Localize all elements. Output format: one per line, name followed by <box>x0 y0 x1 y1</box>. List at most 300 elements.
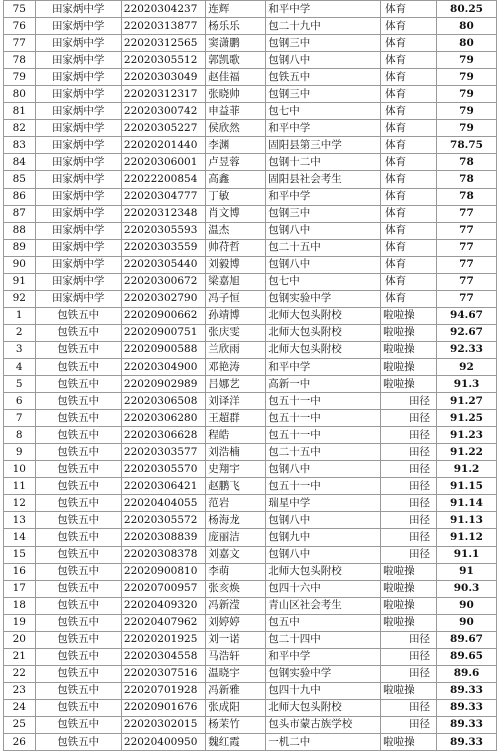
origin-school-cell: 北师大包头附校 <box>266 699 381 716</box>
score-cell: 78 <box>436 154 496 171</box>
school-cell: 田家炳中学 <box>35 239 121 256</box>
subject-cell: 体育 <box>381 18 437 35</box>
rank-cell: 88 <box>4 222 36 239</box>
subject-cell: 啦啦操 <box>381 597 437 614</box>
score-cell: 79 <box>436 120 496 137</box>
score-cell: 91.1 <box>436 546 496 563</box>
name-cell: 程皓 <box>206 427 266 444</box>
name-cell: 连辉 <box>206 1 266 18</box>
rank-cell: 22 <box>4 665 36 682</box>
subject-cell: 体育 <box>381 205 437 222</box>
origin-school-cell: 北师大包头附校 <box>266 563 381 580</box>
table-row <box>4 648 497 665</box>
name-cell: 冯子恒 <box>206 290 266 307</box>
rank-cell: 85 <box>4 171 36 188</box>
school-cell: 包铁五中 <box>35 563 121 580</box>
rank-cell: 1 <box>4 307 36 324</box>
school-cell: 田家炳中学 <box>35 171 121 188</box>
origin-school-cell: 包四十九中 <box>266 682 381 699</box>
school-cell: 包铁五中 <box>35 631 121 648</box>
score-cell: 92.67 <box>436 324 496 341</box>
subject-cell: 田径 <box>381 478 437 495</box>
school-cell: 包铁五中 <box>35 410 121 427</box>
exam-id-cell: 22020305440 <box>121 256 205 273</box>
score-cell: 77 <box>436 273 496 290</box>
exam-id-cell: 22020300672 <box>121 273 205 290</box>
exam-id-cell: 22020901676 <box>121 699 205 716</box>
exam-id-cell: 22020308839 <box>121 529 205 546</box>
exam-id-cell: 22020409320 <box>121 597 205 614</box>
name-cell: 庞丽洁 <box>206 529 266 546</box>
name-cell: 温杰 <box>206 222 266 239</box>
name-cell: 帅苻哲 <box>206 239 266 256</box>
rank-cell: 80 <box>4 86 36 103</box>
table-row <box>4 665 497 682</box>
rank-cell: 16 <box>4 563 36 580</box>
table-row <box>4 478 497 495</box>
table-row <box>4 393 497 410</box>
school-cell: 包铁五中 <box>35 358 121 375</box>
origin-school-cell: 北师大包头附校 <box>266 341 381 358</box>
exam-id-cell: 22020304777 <box>121 188 205 205</box>
score-cell: 90.3 <box>436 580 496 597</box>
score-cell: 78 <box>436 171 496 188</box>
subject-cell: 啦啦操 <box>381 614 437 631</box>
subject-cell: 体育 <box>381 273 437 290</box>
origin-school-cell: 包钢三中 <box>266 86 381 103</box>
subject-cell: 田径 <box>381 648 437 665</box>
origin-school-cell: 北师大包头附校 <box>266 307 381 324</box>
name-cell: 吕娜艺 <box>206 376 266 393</box>
school-cell: 包铁五中 <box>35 699 121 716</box>
school-cell: 包铁五中 <box>35 495 121 512</box>
table-row <box>4 256 497 273</box>
score-cell: 91.12 <box>436 529 496 546</box>
score-cell: 91.25 <box>436 410 496 427</box>
table-row <box>4 273 497 290</box>
exam-id-cell: 22020306280 <box>121 410 205 427</box>
origin-school-cell: 固阳县社会考生 <box>266 171 381 188</box>
school-cell: 包铁五中 <box>35 444 121 461</box>
table-row <box>4 103 497 120</box>
rank-cell: 23 <box>4 682 36 699</box>
origin-school-cell: 包头市蒙古族学校 <box>266 716 381 733</box>
subject-cell: 田径 <box>381 631 437 648</box>
school-cell: 田家炳中学 <box>35 86 121 103</box>
name-cell: 范岩 <box>206 495 266 512</box>
score-cell: 90 <box>436 597 496 614</box>
subject-cell: 田径 <box>381 410 437 427</box>
subject-cell: 体育 <box>381 188 437 205</box>
score-cell: 90 <box>436 614 496 631</box>
exam-id-cell: 22020303559 <box>121 239 205 256</box>
origin-school-cell: 包钢八中 <box>266 461 381 478</box>
exam-id-cell: 22020307516 <box>121 665 205 682</box>
table-row <box>4 597 497 614</box>
score-cell: 92 <box>436 358 496 375</box>
subject-cell: 体育 <box>381 35 437 52</box>
name-cell: 王超群 <box>206 410 266 427</box>
name-cell: 窦潇鹏 <box>206 35 266 52</box>
school-cell: 包铁五中 <box>35 614 121 631</box>
origin-school-cell: 包钢实验中学 <box>266 290 381 307</box>
score-cell: 91 <box>436 563 496 580</box>
table-row <box>4 682 497 699</box>
exam-id-cell: 22020306508 <box>121 393 205 410</box>
rank-cell: 26 <box>4 734 36 751</box>
score-cell: 91.2 <box>436 461 496 478</box>
score-cell: 89.33 <box>436 699 496 716</box>
rank-cell: 75 <box>4 1 36 18</box>
rank-cell: 81 <box>4 103 36 120</box>
subject-cell: 田径 <box>381 393 437 410</box>
subject-cell: 体育 <box>381 86 437 103</box>
origin-school-cell: 包二十九中 <box>266 18 381 35</box>
exam-id-cell: 22020701928 <box>121 682 205 699</box>
exam-id-cell: 22020312348 <box>121 205 205 222</box>
score-cell: 89.6 <box>436 665 496 682</box>
exam-id-cell: 22020303577 <box>121 444 205 461</box>
score-cell: 79 <box>436 52 496 69</box>
subject-cell: 啦啦操 <box>381 376 437 393</box>
table-row <box>4 734 497 751</box>
table-row <box>4 324 497 341</box>
name-cell: 孙靖博 <box>206 307 266 324</box>
rank-cell: 25 <box>4 716 36 733</box>
rank-cell: 20 <box>4 631 36 648</box>
name-cell: 李渊 <box>206 137 266 154</box>
exam-id-cell: 22020304237 <box>121 1 205 18</box>
score-cell: 89.65 <box>436 648 496 665</box>
school-cell: 包铁五中 <box>35 376 121 393</box>
rank-cell: 17 <box>4 580 36 597</box>
name-cell: 邓艳涛 <box>206 358 266 375</box>
exam-id-cell: 22020900588 <box>121 341 205 358</box>
school-cell: 田家炳中学 <box>35 256 121 273</box>
table-row <box>4 52 497 69</box>
exam-id-cell: 22020900662 <box>121 307 205 324</box>
score-cell: 80.25 <box>436 1 496 18</box>
name-cell: 杨海龙 <box>206 512 266 529</box>
subject-cell: 田径 <box>381 427 437 444</box>
origin-school-cell: 和平中学 <box>266 120 381 137</box>
score-cell: 91.27 <box>436 393 496 410</box>
subject-cell: 体育 <box>381 1 437 18</box>
school-cell: 田家炳中学 <box>35 69 121 86</box>
rank-cell: 10 <box>4 461 36 478</box>
exam-id-cell: 22020407962 <box>121 614 205 631</box>
school-cell: 田家炳中学 <box>35 205 121 222</box>
subject-cell: 啦啦操 <box>381 580 437 597</box>
exam-id-cell: 22020312317 <box>121 86 205 103</box>
table-row <box>4 614 497 631</box>
rank-cell: 82 <box>4 120 36 137</box>
table-row <box>4 222 497 239</box>
rank-cell: 3 <box>4 341 36 358</box>
rank-cell: 92 <box>4 290 36 307</box>
exam-id-cell: 22020308378 <box>121 546 205 563</box>
score-cell: 79 <box>436 86 496 103</box>
school-cell: 田家炳中学 <box>35 120 121 137</box>
school-cell: 包铁五中 <box>35 307 121 324</box>
score-cell: 80 <box>436 18 496 35</box>
table-row <box>4 307 497 324</box>
rank-cell: 78 <box>4 52 36 69</box>
school-cell: 包铁五中 <box>35 529 121 546</box>
subject-cell: 田径 <box>381 512 437 529</box>
results-table-body <box>4 1 497 751</box>
rank-cell: 76 <box>4 18 36 35</box>
name-cell: 杨茉竹 <box>206 716 266 733</box>
name-cell: 张亥焕 <box>206 580 266 597</box>
exam-id-cell: 22020306421 <box>121 478 205 495</box>
exam-id-cell: 22020305593 <box>121 222 205 239</box>
score-cell: 77 <box>436 205 496 222</box>
score-cell: 89.33 <box>436 716 496 733</box>
table-row <box>4 86 497 103</box>
rank-cell: 79 <box>4 69 36 86</box>
origin-school-cell: 包七中 <box>266 273 381 290</box>
origin-school-cell: 包钢实验中学 <box>266 665 381 682</box>
score-cell: 91.15 <box>436 478 496 495</box>
rank-cell: 89 <box>4 239 36 256</box>
table-row <box>4 699 497 716</box>
table-row <box>4 580 497 597</box>
school-cell: 田家炳中学 <box>35 154 121 171</box>
table-row <box>4 376 497 393</box>
name-cell: 丁敏 <box>206 188 266 205</box>
table-row <box>4 631 497 648</box>
origin-school-cell: 包五十一中 <box>266 427 381 444</box>
origin-school-cell: 包钢八中 <box>266 52 381 69</box>
score-cell: 94.67 <box>436 307 496 324</box>
rank-cell: 12 <box>4 495 36 512</box>
subject-cell: 体育 <box>381 69 437 86</box>
table-row <box>4 171 497 188</box>
score-cell: 89.33 <box>436 682 496 699</box>
subject-cell: 田径 <box>381 529 437 546</box>
exam-id-cell: 22020700957 <box>121 580 205 597</box>
school-cell: 田家炳中学 <box>35 18 121 35</box>
rank-cell: 90 <box>4 256 36 273</box>
table-row <box>4 18 497 35</box>
table-row <box>4 154 497 171</box>
subject-cell: 田径 <box>381 546 437 563</box>
exam-id-cell: 22020201925 <box>121 631 205 648</box>
table-row <box>4 69 497 86</box>
rank-cell: 91 <box>4 273 36 290</box>
school-cell: 包铁五中 <box>35 648 121 665</box>
subject-cell: 啦啦操 <box>381 358 437 375</box>
name-cell: 冯新雅 <box>206 682 266 699</box>
subject-cell: 体育 <box>381 256 437 273</box>
exam-id-cell: 22020313877 <box>121 18 205 35</box>
origin-school-cell: 包钢八中 <box>266 222 381 239</box>
school-cell: 包铁五中 <box>35 341 121 358</box>
school-cell: 田家炳中学 <box>35 1 121 18</box>
origin-school-cell: 高新一中 <box>266 376 381 393</box>
rank-cell: 18 <box>4 597 36 614</box>
exam-id-cell: 22020300742 <box>121 103 205 120</box>
origin-school-cell: 包钢九中 <box>266 529 381 546</box>
subject-cell: 体育 <box>381 222 437 239</box>
name-cell: 魏红霞 <box>206 734 266 751</box>
name-cell: 刘一诺 <box>206 631 266 648</box>
score-cell: 91.13 <box>436 512 496 529</box>
rank-cell: 6 <box>4 393 36 410</box>
score-cell: 91.22 <box>436 444 496 461</box>
school-cell: 包铁五中 <box>35 478 121 495</box>
subject-cell: 体育 <box>381 239 437 256</box>
score-cell: 78.75 <box>436 137 496 154</box>
rank-cell: 8 <box>4 427 36 444</box>
school-cell: 包铁五中 <box>35 324 121 341</box>
name-cell: 张成阳 <box>206 699 266 716</box>
table-row <box>4 120 497 137</box>
school-cell: 田家炳中学 <box>35 35 121 52</box>
subject-cell: 啦啦操 <box>381 341 437 358</box>
rank-cell: 13 <box>4 512 36 529</box>
rank-cell: 2 <box>4 324 36 341</box>
origin-school-cell: 包五十一中 <box>266 393 381 410</box>
school-cell: 田家炳中学 <box>35 103 121 120</box>
name-cell: 兰欣雨 <box>206 341 266 358</box>
school-cell: 包铁五中 <box>35 665 121 682</box>
origin-school-cell: 包二十四中 <box>266 631 381 648</box>
name-cell: 史翔宇 <box>206 461 266 478</box>
score-cell: 79 <box>436 69 496 86</box>
rank-cell: 84 <box>4 154 36 171</box>
origin-school-cell: 包钢三中 <box>266 35 381 52</box>
origin-school-cell: 包钢十二中 <box>266 154 381 171</box>
results-table <box>3 0 497 751</box>
exam-id-cell: 22020302015 <box>121 716 205 733</box>
subject-cell: 田径 <box>381 461 437 478</box>
subject-cell: 体育 <box>381 154 437 171</box>
origin-school-cell: 瑞星中学 <box>266 495 381 512</box>
table-row <box>4 35 497 52</box>
score-cell: 77 <box>436 222 496 239</box>
rank-cell: 77 <box>4 35 36 52</box>
table-row <box>4 427 497 444</box>
origin-school-cell: 包五十一中 <box>266 410 381 427</box>
name-cell: 梁嘉旭 <box>206 273 266 290</box>
score-cell: 80 <box>436 35 496 52</box>
table-row <box>4 239 497 256</box>
subject-cell: 体育 <box>381 103 437 120</box>
school-cell: 包铁五中 <box>35 427 121 444</box>
school-cell: 包铁五中 <box>35 393 121 410</box>
school-cell: 田家炳中学 <box>35 188 121 205</box>
subject-cell: 体育 <box>381 137 437 154</box>
exam-id-cell: 22020305570 <box>121 461 205 478</box>
name-cell: 肖文博 <box>206 205 266 222</box>
score-cell: 79 <box>436 103 496 120</box>
exam-id-cell: 22020305227 <box>121 120 205 137</box>
rank-cell: 24 <box>4 699 36 716</box>
subject-cell: 田径 <box>381 665 437 682</box>
score-cell: 91.3 <box>436 376 496 393</box>
score-cell: 89.33 <box>436 734 496 751</box>
origin-school-cell: 包二十五中 <box>266 444 381 461</box>
subject-cell: 啦啦操 <box>381 682 437 699</box>
table-row <box>4 512 497 529</box>
school-cell: 田家炳中学 <box>35 222 121 239</box>
rank-cell: 4 <box>4 358 36 375</box>
exam-id-cell: 22020900810 <box>121 563 205 580</box>
score-cell: 78 <box>436 188 496 205</box>
school-cell: 包铁五中 <box>35 716 121 733</box>
origin-school-cell: 包四十六中 <box>266 580 381 597</box>
rank-cell: 9 <box>4 444 36 461</box>
exam-id-cell: 22020306001 <box>121 154 205 171</box>
rank-cell: 15 <box>4 546 36 563</box>
origin-school-cell: 包钢八中 <box>266 546 381 563</box>
name-cell: 侯欣然 <box>206 120 266 137</box>
origin-school-cell: 包二十五中 <box>266 239 381 256</box>
school-cell: 包铁五中 <box>35 580 121 597</box>
school-cell: 田家炳中学 <box>35 52 121 69</box>
score-cell: 92.33 <box>436 341 496 358</box>
origin-school-cell: 包钢三中 <box>266 205 381 222</box>
subject-cell: 啦啦操 <box>381 563 437 580</box>
exam-id-cell: 22020305512 <box>121 52 205 69</box>
score-cell: 77 <box>436 239 496 256</box>
origin-school-cell: 包七中 <box>266 103 381 120</box>
exam-id-cell: 22020201440 <box>121 137 205 154</box>
rank-cell: 86 <box>4 188 36 205</box>
table-row <box>4 546 497 563</box>
name-cell: 刘婷婷 <box>206 614 266 631</box>
table-row <box>4 290 497 307</box>
exam-id-cell: 22020400950 <box>121 734 205 751</box>
origin-school-cell: 北师大包头附校 <box>266 324 381 341</box>
name-cell: 张庆雯 <box>206 324 266 341</box>
rank-cell: 83 <box>4 137 36 154</box>
table-row <box>4 461 497 478</box>
subject-cell: 体育 <box>381 171 437 188</box>
name-cell: 温晓宇 <box>206 665 266 682</box>
rank-cell: 19 <box>4 614 36 631</box>
origin-school-cell: 青山区社会考生 <box>266 597 381 614</box>
school-cell: 包铁五中 <box>35 461 121 478</box>
name-cell: 赵佳福 <box>206 69 266 86</box>
exam-id-cell: 22020900751 <box>121 324 205 341</box>
rank-cell: 7 <box>4 410 36 427</box>
table-row <box>4 529 497 546</box>
name-cell: 卢昱蓉 <box>206 154 266 171</box>
subject-cell: 田径 <box>381 699 437 716</box>
exam-id-cell: 22020303049 <box>121 69 205 86</box>
name-cell: 郭凯歌 <box>206 52 266 69</box>
table-row <box>4 563 497 580</box>
score-cell: 91.23 <box>436 427 496 444</box>
exam-id-cell: 22020304900 <box>121 358 205 375</box>
rank-cell: 5 <box>4 376 36 393</box>
score-cell: 77 <box>436 290 496 307</box>
name-cell: 刘译洋 <box>206 393 266 410</box>
school-cell: 包铁五中 <box>35 512 121 529</box>
table-row <box>4 444 497 461</box>
table-row <box>4 410 497 427</box>
exam-id-cell: 22020306628 <box>121 427 205 444</box>
name-cell: 张晓帅 <box>206 86 266 103</box>
origin-school-cell: 和平中学 <box>266 1 381 18</box>
name-cell: 杨乐乐 <box>206 18 266 35</box>
name-cell: 李萌 <box>206 563 266 580</box>
rank-cell: 14 <box>4 529 36 546</box>
name-cell: 刘毅博 <box>206 256 266 273</box>
